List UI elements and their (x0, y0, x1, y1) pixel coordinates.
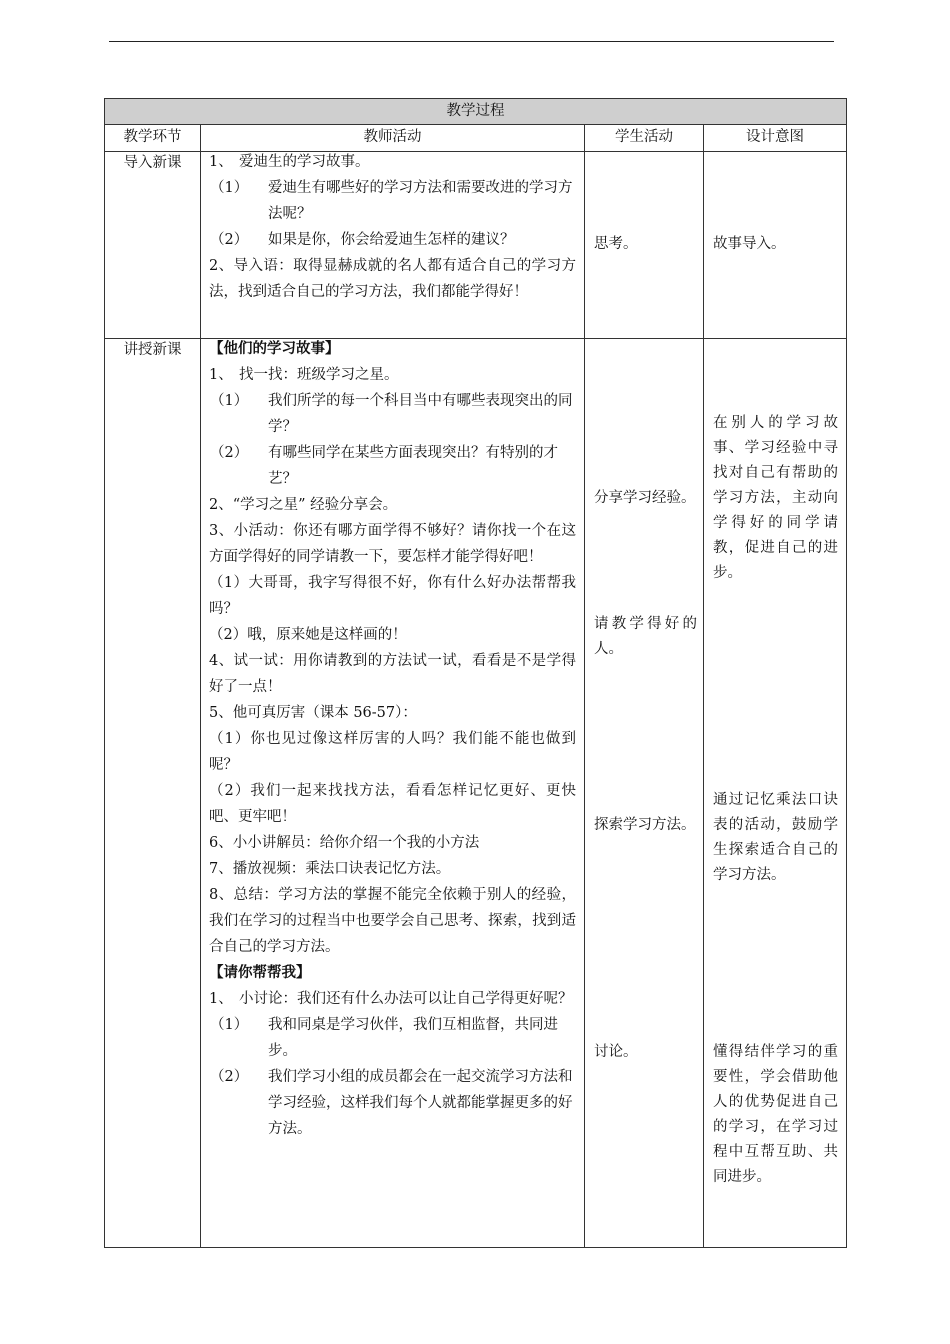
header-student-activity: 学生活动 (585, 125, 704, 152)
paragraph: 4、试一试：用你请教到的方法试一试，看看是不是学得好了一点！ (209, 653, 576, 695)
design-intent-cell: 故事导入。 (704, 152, 847, 339)
header-rule (109, 41, 834, 42)
header-stage: 教学环节 (105, 125, 201, 152)
paragraph: 8、总结：学习方法的掌握不能完全依赖于别人的经验，我们在学习的过程当中也要学会自己思考、探索，找到适合自己的学习方法。 (209, 887, 576, 955)
paragraph: （1）你也见过像这样厉害的人吗？我们能不能也做到呢？ (209, 731, 576, 773)
section-heading: 【请你帮帮我】 (209, 964, 311, 981)
teacher-activity-cell: 1、 爱迪生的学习故事。 （1） 爱迪生有哪些好的学习方法和需要改进的学习方法呢？ （2） 如果是你，你会给爱迪生怎样的建议？ 2、导入语：取得显赫成就的名人都有适合自己的学习方法，找到适合自己的学习方法，我们都能学得好！ (201, 152, 585, 339)
header-teacher-activity: 教师活动 (201, 125, 585, 152)
paragraph: 5、他可真厉害（课本 56-57）： (209, 705, 417, 721)
paragraph: （2）我们一起来找找方法，看看怎样记忆更好、更快吧、更牢吧！ (209, 783, 576, 825)
section-heading: 【他们的学习故事】 (209, 340, 340, 357)
teacher-activity-cell: 【他们的学习故事】 1、 找一找：班级学习之星。 （1） 我们所学的每一个科目当中有哪些表现突出的同学？ （2） 有哪些同学在某些方面表现突出？有特别的才艺？ 2、“学习之星” 经验分享会。 3、小活动：你还有哪方面学得不够好？请你找一个在这方面学得好的同学请教一下，要怎样才能学得好吧！ （1）大哥哥，我字写得很不好，你有什么好办法帮帮我吗？ （2）哦，原来她是这样画的！ 4、试一试：用你请教到的方法试一试，看看是不是学得好了一点！ 5、他可真厉害（课本 56-57）： （1）你也见过像这样厉害的人吗？我们能不能也做到呢？ （2）我们一起来找找方法，看看怎样记忆更好、更快吧、更牢吧！ 6、小小讲解员：给你介绍一个我的小方法 7、播放视频：乘法口诀表记忆方法。 8、总结：学习方法的掌握不能完全依赖于别人的经验，我们在学习的过程当中也要学会自己思考、探索，找到适合自己的学习方法。 【请你帮帮我】 1、 小讨论：我们还有什么办法可以让自己学得更好呢？ （1） 我和同桌是学习伙伴，我们互相监督，共同进步。 （2） 我们学习小组的成员都会在一起交流学习方法和学习经验，这样我们每个人就都能掌握更多的好方法。 (201, 339, 585, 1248)
paragraph: 3、小活动：你还有哪方面学得不够好？请你找一个在这方面学得好的同学请教一下，要怎样才能学得好吧！ (209, 523, 576, 565)
teaching-process-table (104, 98, 847, 1248)
table-title: 教学过程 (105, 99, 847, 125)
student-activity-cell: 分享学习经验。 请教学得好的人。 探索学习方法。 讨论。 (585, 339, 704, 1248)
table-header-row (105, 125, 847, 152)
paragraph: 2、导入语：取得显赫成就的名人都有适合自己的学习方法，找到适合自己的学习方法，我们都能学得好！ (209, 258, 576, 300)
header-design-intent: 设计意图 (704, 125, 847, 152)
stage-cell: 讲授新课 (105, 339, 201, 1248)
paragraph: （1）大哥哥，我字写得很不好，你有什么好办法帮帮我吗？ (209, 575, 576, 617)
paragraph: （2）哦，原来她是这样画的！ (209, 627, 407, 643)
stage-cell: 导入新课 (105, 152, 201, 339)
design-intent-cell: 在别人的学习故事、学习经验中寻找对自己有帮助的学习方法，主动向学得好的同学请教，促进自己的进步。 通过记忆乘法口诀表的活动，鼓励学生探索适合自己的学习方法。 懂得结伴学习的重要性，学会借助他人的优势促进自己的学习，在学习过程中互帮互助、共同进步。 (704, 339, 847, 1248)
paragraph: 2、“学习之星” 经验分享会。 (209, 497, 398, 513)
student-activity-cell: 思考。 (585, 152, 704, 339)
paragraph: 7、播放视频：乘法口诀表记忆方法。 (209, 861, 451, 877)
paragraph: 6、小小讲解员：给你介绍一个我的小方法 (209, 835, 480, 851)
table-row (105, 152, 847, 339)
table-row (105, 339, 847, 1248)
